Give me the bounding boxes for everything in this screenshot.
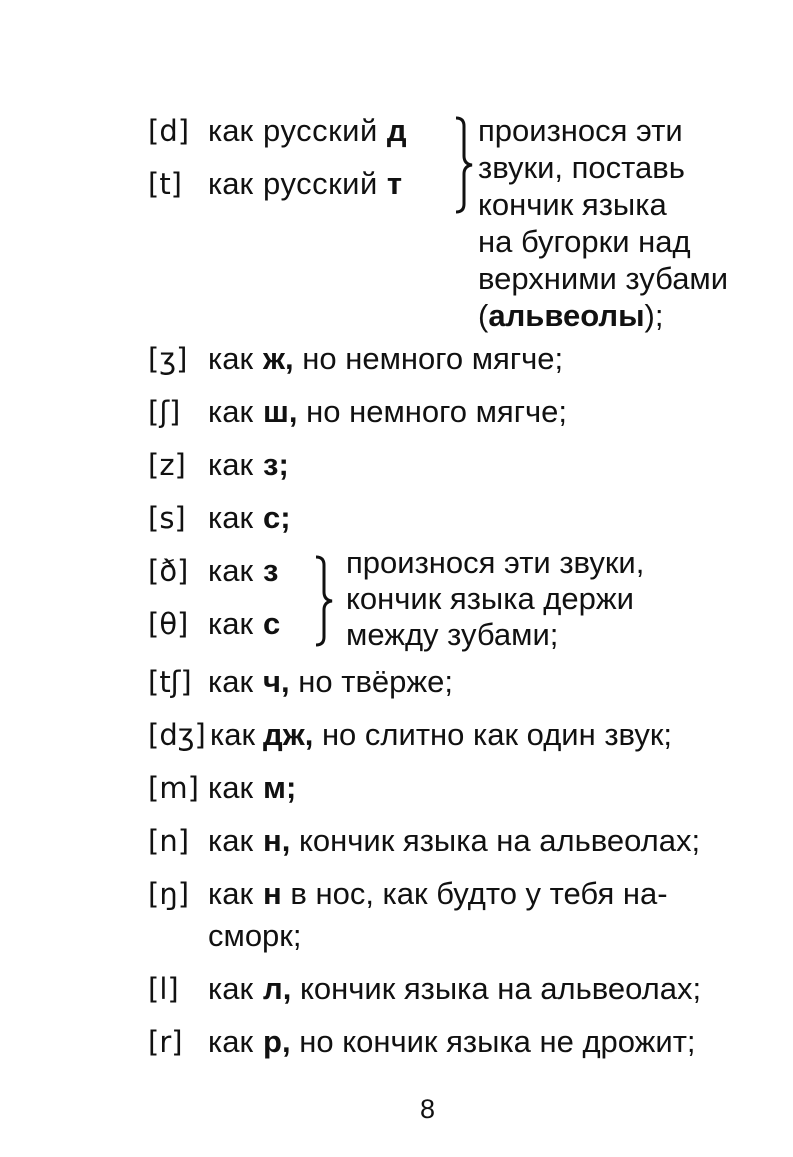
kak-word: как [208,341,254,376]
entry-l [148,970,701,1008]
description: но немного мягче; [293,341,564,376]
russian-letter: т [386,166,403,201]
russian-equivalent: русский д [263,113,408,148]
phoneme: [s] [148,501,186,535]
entry-d [148,112,407,150]
entry-z [148,446,289,484]
phoneme: [θ] [148,607,189,641]
note-line: между зубами; [346,617,559,652]
kak-word: как [208,1024,254,1059]
phoneme: [n] [148,824,190,858]
note-th [346,545,644,653]
note-line: верхними зубами [478,261,729,296]
phoneme: [l] [148,972,179,1006]
note-line: на бугорки над [478,224,691,259]
kak-word: как [208,971,254,1006]
alveoli-term: альвеолы [488,298,645,333]
description: кончик языка на альвеолах; [291,971,702,1006]
russian-letter: ж, [263,341,294,376]
note-line: кончик языка держи [346,581,634,616]
russian-equivalent: русский т [263,166,403,201]
description: кончик языка на альвеолах; [290,823,701,858]
entry-ng-continuation: сморк; [208,918,302,953]
kak-word: как [208,500,254,535]
entry-s [148,499,291,537]
description: но твёрже; [289,664,453,699]
entry-tsh [148,663,453,701]
phoneme: [ŋ] [148,877,190,911]
page-number: 8 [420,1094,436,1124]
entry-theta [148,605,280,643]
entry-t [148,165,403,203]
phoneme: [m] [148,771,199,805]
entry-zh [148,340,563,378]
note-dt [478,112,728,334]
kak-word: как [208,823,254,858]
description: но слитно как один звук; [313,717,673,752]
paren-open: ( [478,298,489,333]
description: но кончик языка не дрожит; [290,1024,696,1059]
russian-letter: р, [263,1024,291,1059]
entry-dzh [148,716,672,754]
entry-n [148,822,700,860]
russian-letter: н [263,876,282,911]
phoneme: [ð] [148,554,189,588]
right-brace-icon [312,555,336,647]
russian-letter: м; [263,770,297,805]
note-line: кончик языка [478,187,667,222]
phoneme: [d] [148,114,190,148]
description: но немного мягче; [297,394,568,429]
entry-r [148,1023,696,1061]
kak-word: как [208,447,254,482]
phoneme: [dʒ] [148,718,206,752]
phoneme: [ʒ] [148,342,188,376]
note-line: произнося эти [478,113,683,148]
russian-letter: з [263,553,279,588]
kak-word: как [208,664,254,699]
right-brace-icon [452,116,476,214]
kak-word: как [208,770,254,805]
phoneme: [r] [148,1025,183,1059]
entry-eth [148,552,278,590]
russian-letter: с [263,606,281,641]
paren-close: ); [644,298,664,333]
russian-letter: ч, [263,664,290,699]
kak-word: как [208,113,254,148]
kak-word: как [210,717,256,752]
kak-word: как [208,876,254,911]
russian-letter: н, [263,823,291,858]
russian-letter: л, [263,971,292,1006]
kak-word: как [208,394,254,429]
phoneme: [ʃ] [148,395,181,429]
description: в нос, как будто у тебя на- [281,876,668,911]
kak-word: как [208,606,254,641]
phoneme: [tʃ] [148,665,192,699]
kak-word: как [208,166,254,201]
note-line: звуки, поставь [478,150,685,185]
entry-ng [148,875,668,913]
kak-word: как [208,553,254,588]
russian-letter: з; [263,447,289,482]
russian-letter: дж, [263,717,314,752]
note-line: произнося эти звуки, [346,545,645,580]
entry-m [148,769,296,807]
note-line-last [478,297,728,334]
russian-letter: ш, [263,394,298,429]
russian-letter: д [386,113,408,148]
phoneme: [t] [148,167,182,201]
russian-letter: с; [263,500,291,535]
phoneme: [z] [148,448,186,482]
entry-sh [148,393,567,431]
